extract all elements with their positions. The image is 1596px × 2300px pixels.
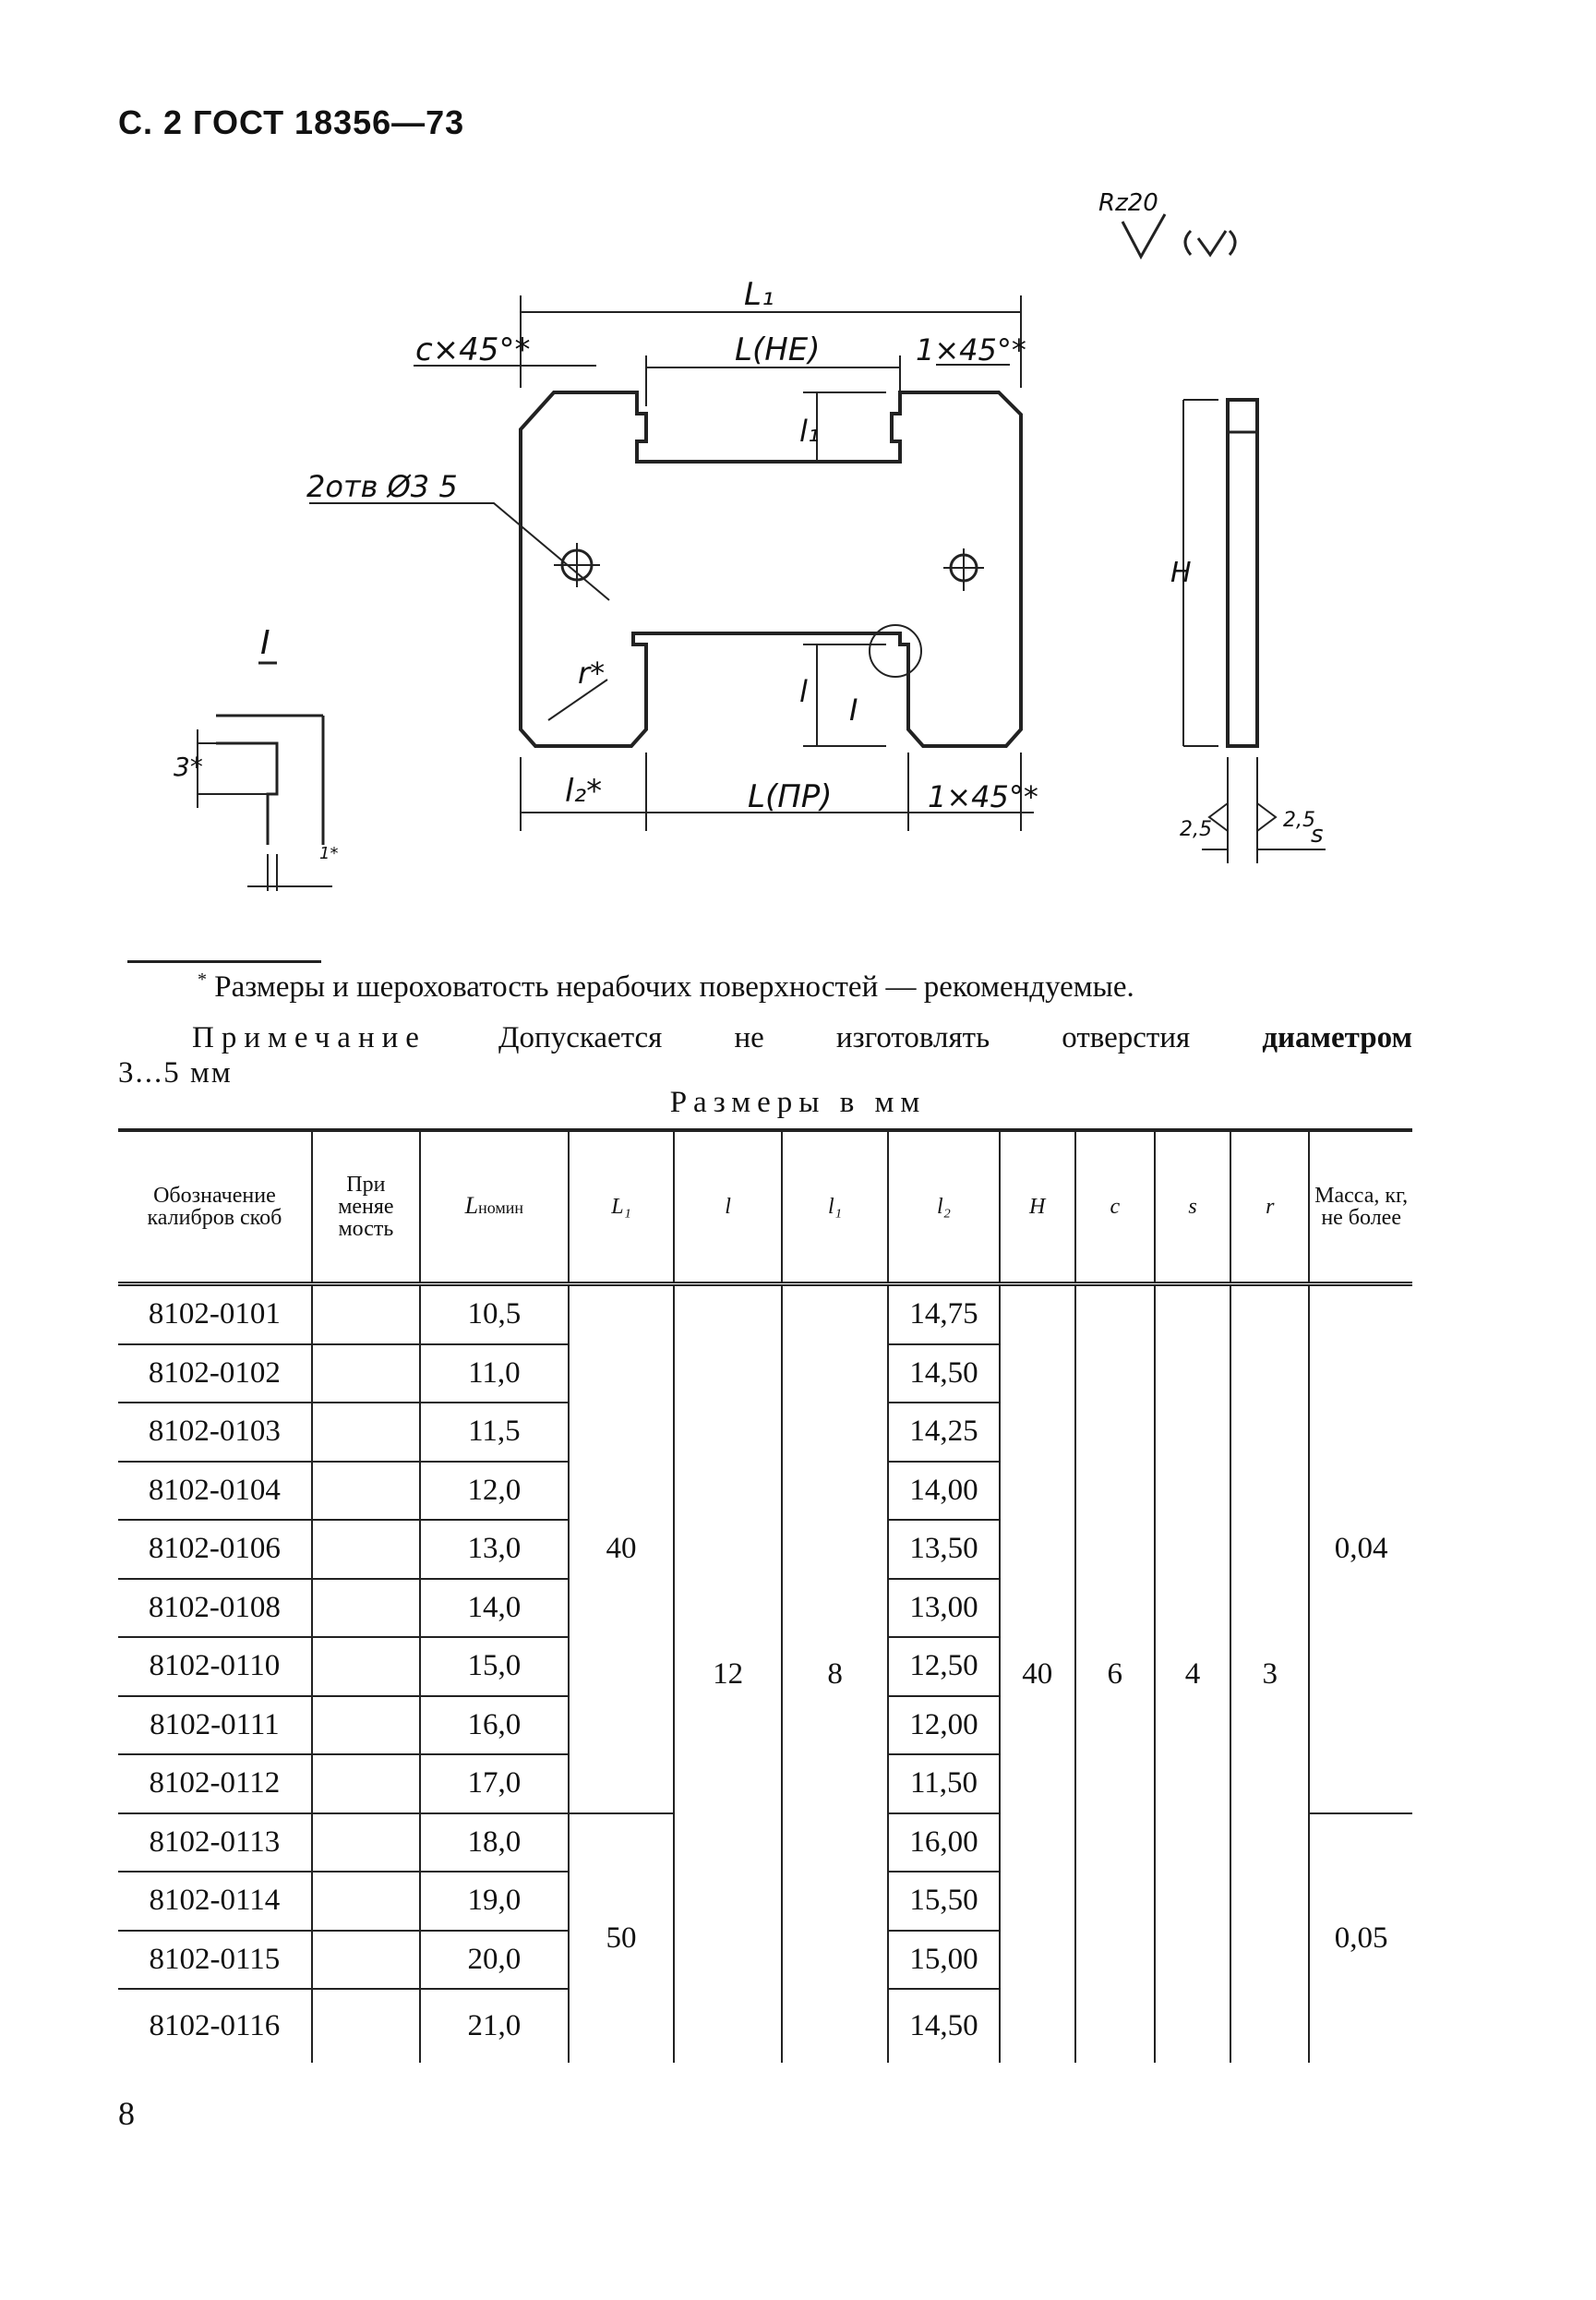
cell-applicability <box>312 1872 420 1931</box>
cell-applicability <box>312 1520 420 1579</box>
dim-L1: L₁ <box>744 276 774 313</box>
cell-applicability <box>312 1579 420 1638</box>
cell-L-nom: 12,0 <box>420 1462 569 1521</box>
footnote-text: Размеры и шероховатость нерабочих поверхностей — рекомендуемые. <box>214 970 1134 1004</box>
cell-L1-a: 40 <box>569 1284 675 1813</box>
cell-applicability <box>312 1754 420 1813</box>
cell-applicability <box>312 1462 420 1521</box>
cell-L-nom: 17,0 <box>420 1754 569 1813</box>
cell-designation: 8102-0101 <box>118 1284 312 1344</box>
rough-side-a: 2,5 <box>1180 818 1212 841</box>
cell-L-nom: 11,5 <box>420 1403 569 1462</box>
cell-designation: 8102-0106 <box>118 1520 312 1579</box>
cell-applicability <box>312 1344 420 1403</box>
th-L1: L₁ <box>569 1130 675 1284</box>
cell-mass-a: 0,04 <box>1309 1284 1412 1813</box>
cell-l2: 14,25 <box>888 1403 999 1462</box>
cell-designation: 8102-0108 <box>118 1579 312 1638</box>
note <box>192 1021 1412 1055</box>
cell-L-nom: 10,5 <box>420 1284 569 1344</box>
cell-designation: 8102-0103 <box>118 1403 312 1462</box>
cell-designation: 8102-0110 <box>118 1637 312 1696</box>
cell-L-nom: 13,0 <box>420 1520 569 1579</box>
page-header: С. 2 ГОСТ 18356—73 <box>118 103 465 141</box>
dim-r: r* <box>578 656 606 691</box>
cell-l2: 15,00 <box>888 1931 999 1990</box>
cell-l2: 15,50 <box>888 1872 999 1931</box>
dim-view: I <box>849 692 858 728</box>
note-continuation: 3...5 мм <box>118 1056 233 1090</box>
dim-H: H <box>1170 557 1192 589</box>
th-applicability: При меняе мость <box>312 1130 420 1284</box>
note-label: Примечание <box>192 1021 426 1054</box>
cell-designation: 8102-0113 <box>118 1813 312 1873</box>
footnote-rule <box>127 960 321 963</box>
footnote <box>198 969 1134 1005</box>
table-header-row <box>118 1130 1412 1284</box>
cell-applicability <box>312 1403 420 1462</box>
cell-applicability <box>312 1637 420 1696</box>
cell-designation: 8102-0115 <box>118 1931 312 1990</box>
footnote-mark: * <box>198 969 207 990</box>
cell-s: 4 <box>1155 1284 1230 2064</box>
cell-l2: 16,00 <box>888 1813 999 1873</box>
th-designation: Обозначение калибров скоб <box>118 1130 312 1284</box>
cell-L-nom: 14,0 <box>420 1579 569 1638</box>
dim-s: s <box>1311 821 1324 849</box>
th-c: c <box>1075 1130 1155 1284</box>
cell-l: 12 <box>674 1284 781 2064</box>
th-l1: l₁ <box>782 1130 889 1284</box>
cell-L-nom: 11,0 <box>420 1344 569 1403</box>
detail-title: I <box>260 624 270 662</box>
th-L-nom-sym: L <box>464 1192 479 1219</box>
cell-designation: 8102-0102 <box>118 1344 312 1403</box>
cell-L-nom: 18,0 <box>420 1813 569 1873</box>
th-r: r <box>1230 1130 1309 1284</box>
plate-outline <box>521 392 1021 746</box>
cell-l2: 11,50 <box>888 1754 999 1813</box>
cell-l2: 13,00 <box>888 1579 999 1638</box>
roughness-symbol <box>1122 214 1165 257</box>
technical-drawing <box>0 0 1596 923</box>
side-view <box>1228 400 1257 746</box>
note-word: Допускается <box>498 1021 663 1054</box>
th-H: H <box>1000 1130 1075 1284</box>
cell-designation: 8102-0116 <box>149 2009 281 2042</box>
th-s: s <box>1155 1130 1230 1284</box>
cell-H: 40 <box>1000 1284 1075 2064</box>
note-word: не <box>734 1021 764 1054</box>
dim-cx45: c×45°* <box>415 331 531 368</box>
th-l2: l₂ <box>888 1130 999 1284</box>
table-row <box>118 1284 1412 1344</box>
dim-l1: l₁ <box>799 414 820 449</box>
cell-applicability <box>312 1696 420 1755</box>
th-l: l <box>674 1130 781 1284</box>
cell-l2: 14,50 <box>888 1989 999 2063</box>
cell-designation: 8102-0112 <box>118 1754 312 1813</box>
cell-L1-b: 50 <box>569 1813 675 2064</box>
dim-L-ne: L(НЕ) <box>735 331 821 368</box>
dim-L-pr: L(ПР) <box>748 778 833 815</box>
note-word: отверстия <box>1062 1021 1191 1054</box>
dim-l: l <box>799 674 808 709</box>
cell-designation: 8102-0104 <box>118 1462 312 1521</box>
dim-1x45-top: 1×45°* <box>916 332 1026 367</box>
cell-l1: 8 <box>782 1284 889 2064</box>
cell-mass-b: 0,05 <box>1309 1813 1412 2064</box>
cell-applicability <box>312 1813 420 1873</box>
dim-l2: l₂* <box>565 773 603 810</box>
dim-holes: 2отв Ø3 5 <box>306 469 458 504</box>
th-L-nom-sub: номин <box>478 1198 524 1217</box>
detail-dim: 3* <box>174 752 203 782</box>
page-number: 8 <box>118 2095 135 2132</box>
cell-L-nom: 19,0 <box>420 1872 569 1931</box>
th-mass: Масса, кг, не более <box>1309 1130 1412 1284</box>
cell-designation: 8102-0114 <box>118 1872 312 1931</box>
dim-1x45-bot: 1×45°* <box>928 779 1038 814</box>
cell-applicability <box>312 1284 420 1344</box>
spec-table <box>118 1128 1412 2063</box>
cell-l2: 14,75 <box>888 1284 999 1344</box>
cell-c: 6 <box>1075 1284 1155 2064</box>
detail-small: 1* <box>319 844 339 863</box>
th-L-nom <box>420 1130 569 1284</box>
cell-l2: 13,50 <box>888 1520 999 1579</box>
cell-l2: 12,50 <box>888 1637 999 1696</box>
units-caption: Размеры в мм <box>669 1086 927 1119</box>
note-bold-word: диаметром <box>1262 1021 1412 1054</box>
cell-L-nom: 20,0 <box>420 1931 569 1990</box>
cell-L-nom: 16,0 <box>420 1696 569 1755</box>
cell-L-nom: 15,0 <box>420 1637 569 1696</box>
cell-L-nom: 21,0 <box>420 1989 569 2063</box>
cell-designation: 8102-0111 <box>118 1696 312 1755</box>
cell-applicability <box>312 1931 420 1990</box>
rough-side-b: 2,5 <box>1283 809 1315 832</box>
note-word: изготовлять <box>835 1021 990 1054</box>
cell-l2: 14,00 <box>888 1462 999 1521</box>
cell-l2: 12,00 <box>888 1696 999 1755</box>
roughness-label: Rz20 <box>1098 189 1158 217</box>
cell-applicability <box>312 1989 420 2063</box>
cell-l2: 14,50 <box>888 1344 999 1403</box>
cell-r: 3 <box>1230 1284 1309 2064</box>
